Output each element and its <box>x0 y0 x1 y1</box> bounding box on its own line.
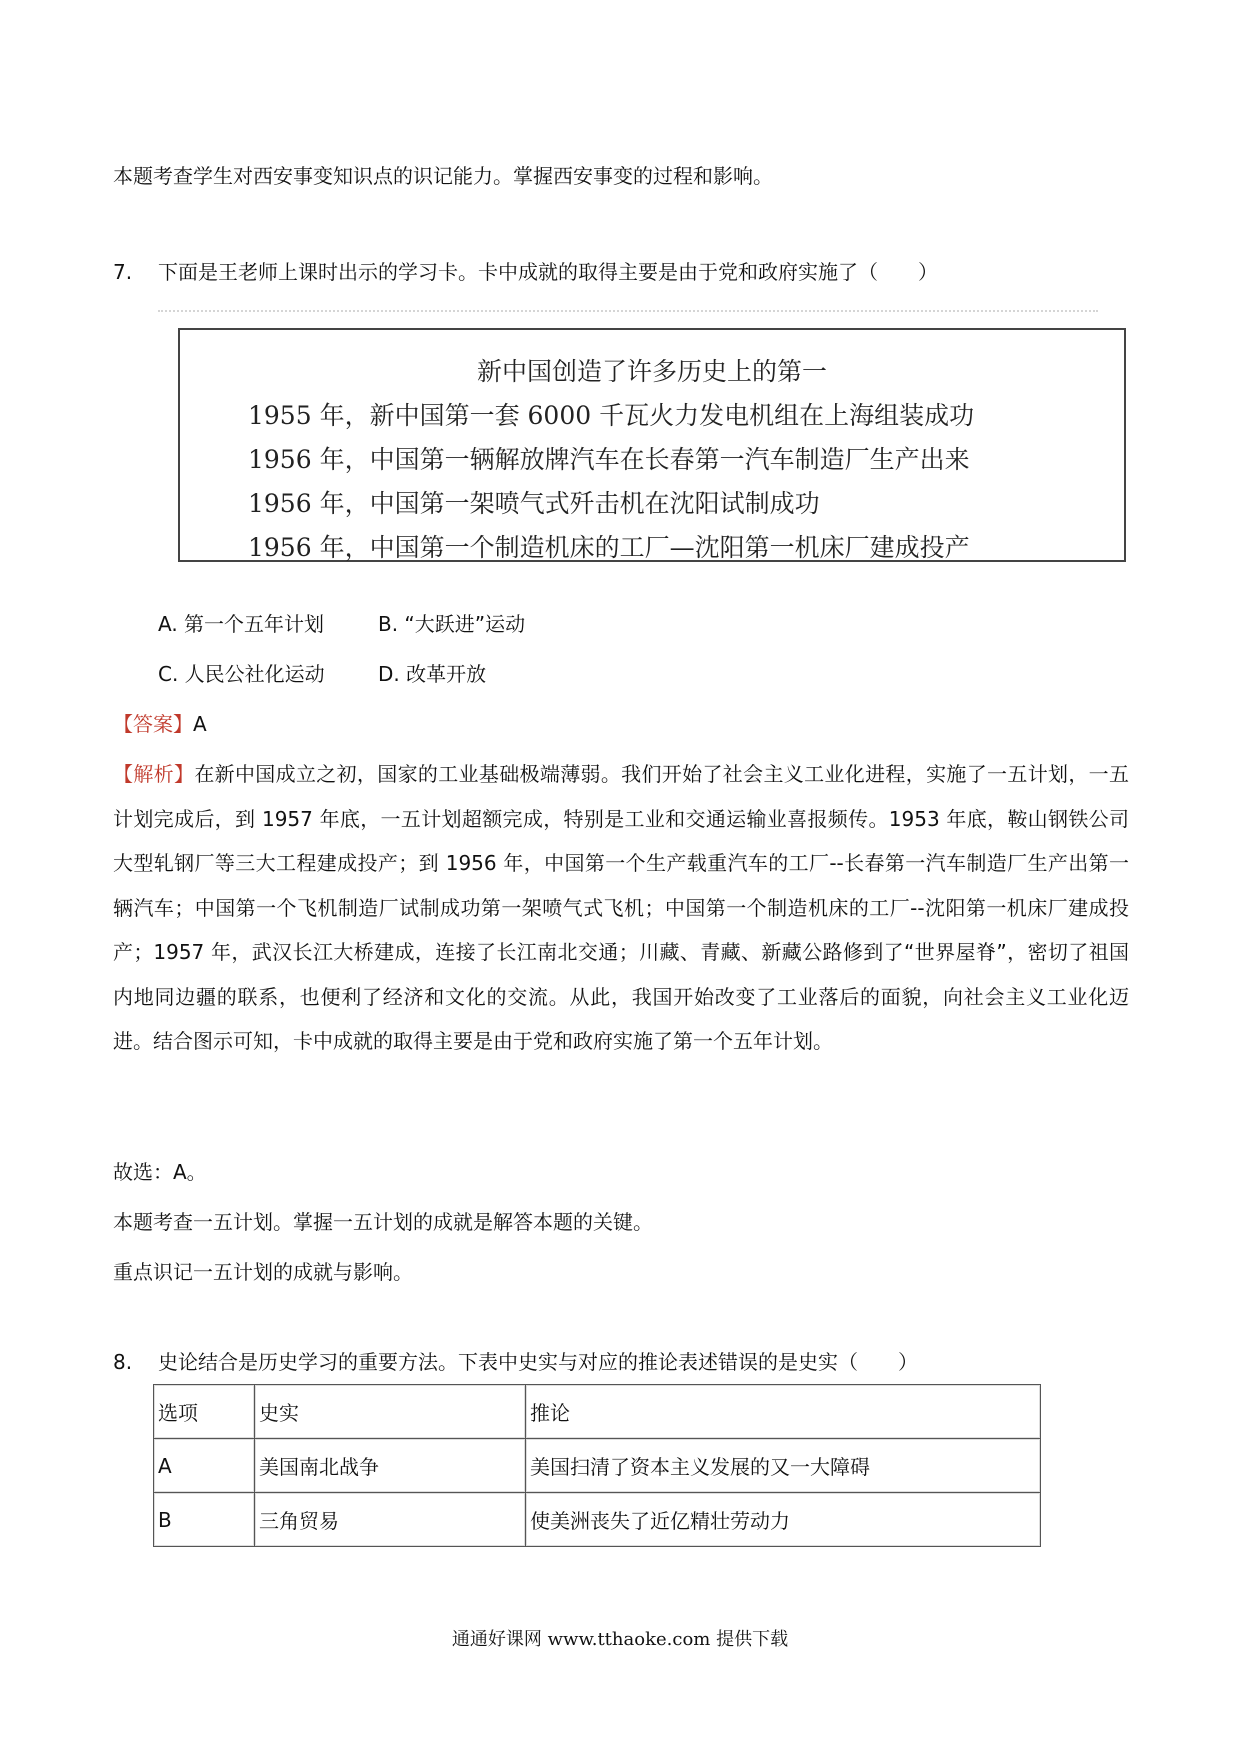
table-cell: 美国扫清了资本主义发展的又一大障碍 <box>526 1439 1041 1493</box>
choice-line: 故选：A。 <box>113 1160 207 1184</box>
option-a: A. 第一个五年计划 <box>158 612 325 636</box>
option-d: D. 改革开放 <box>378 662 487 686</box>
table-cell: A <box>154 1439 255 1493</box>
summary-line: 本题考查一五计划。掌握一五计划的成就是解答本题的关键。 <box>113 1210 653 1234</box>
table-cell: 三角贸易 <box>255 1493 526 1547</box>
answer-value: A <box>193 712 207 736</box>
analysis-text: 在新中国成立之初，国家的工业基础极端薄弱。我们开始了社会主义工业化进程，实施了一五计划，一五计划完成后，到 1957 年底，一五计划超额完成，特别是工业和交通运输业喜报频传。1953 年底，鞍山钢铁公司大型轧钢厂等三大工程建成投产；到 1956 年，中国第一个生产载重汽车的工厂--长春第一汽车制造厂生产出第一辆汽车；中国第一个飞机制造厂试制成功第一架喷气式飞机；中国第一个制造机床的工厂--沈阳第一机床厂建成投产；1957 年，武汉长江大桥建成，连接了长江南北交通；川藏、青藏、新藏公路修到了“世界屋脊”，密切了祖国内地同边疆的联系，也便利了经济和文化的交流。从此，我国开始改变了工业落后的面貌，向社会主义工业化迈进。结合图示可知，卡中成就的取得主要是由于党和政府实施了第一个五年计划。 <box>113 762 1130 1053</box>
question-7-text: 下面是王老师上课时出示的学习卡。卡中成就的取得主要是由于党和政府实施了（ ） <box>158 260 938 284</box>
study-card-line: 1956 年，中国第一辆解放牌汽车在长春第一汽车制造厂生产出来 <box>248 445 970 474</box>
study-card-line: 1956 年，中国第一架喷气式歼击机在沈阳试制成功 <box>248 489 820 518</box>
table-header-cell: 选项 <box>154 1385 255 1439</box>
table-row <box>154 1439 1041 1493</box>
page-footer: 通通好课网 www.tthaoke.com 提供下载 <box>451 1629 789 1650</box>
summary-line: 重点识记一五计划的成就与影响。 <box>113 1260 413 1284</box>
study-card-line: 1955 年，新中国第一套 6000 千瓦火力发电机组在上海组装成功 <box>248 401 975 430</box>
option-b: B. “大跃进”运动 <box>378 612 526 636</box>
table-header-cell: 推论 <box>526 1385 1041 1439</box>
analysis-tag: 【解析】 <box>113 762 195 786</box>
table-row <box>154 1493 1041 1547</box>
question-7-number: 7. <box>113 260 133 284</box>
analysis-paragraph <box>113 752 1129 1064</box>
study-card-line: 1956 年，中国第一个制造机床的工厂—沈阳第一机床厂建成投产 <box>248 533 970 562</box>
study-card <box>178 328 1126 562</box>
question-8-text: 史论结合是历史学习的重要方法。下表中史实与对应的推论表述错误的是史实（ ） <box>158 1350 918 1374</box>
option-c: C. 人民公社化运动 <box>158 662 325 686</box>
table-header-cell: 史实 <box>255 1385 526 1439</box>
question-8-number: 8. <box>113 1350 133 1374</box>
table-cell: B <box>154 1493 255 1547</box>
answer-tag: 【答案】 <box>113 712 193 736</box>
top-note: 本题考查学生对西安事变知识点的识记能力。掌握西安事变的过程和影响。 <box>113 164 773 188</box>
table-cell: 美国南北战争 <box>255 1439 526 1493</box>
table-cell: 使美洲丧失了近亿精壮劳动力 <box>526 1493 1041 1547</box>
study-card-title: 新中国创造了许多历史上的第一 <box>476 357 827 386</box>
separator <box>158 310 1098 312</box>
answer-line <box>113 712 207 736</box>
table-header-row <box>154 1385 1041 1439</box>
history-table <box>153 1384 1041 1547</box>
